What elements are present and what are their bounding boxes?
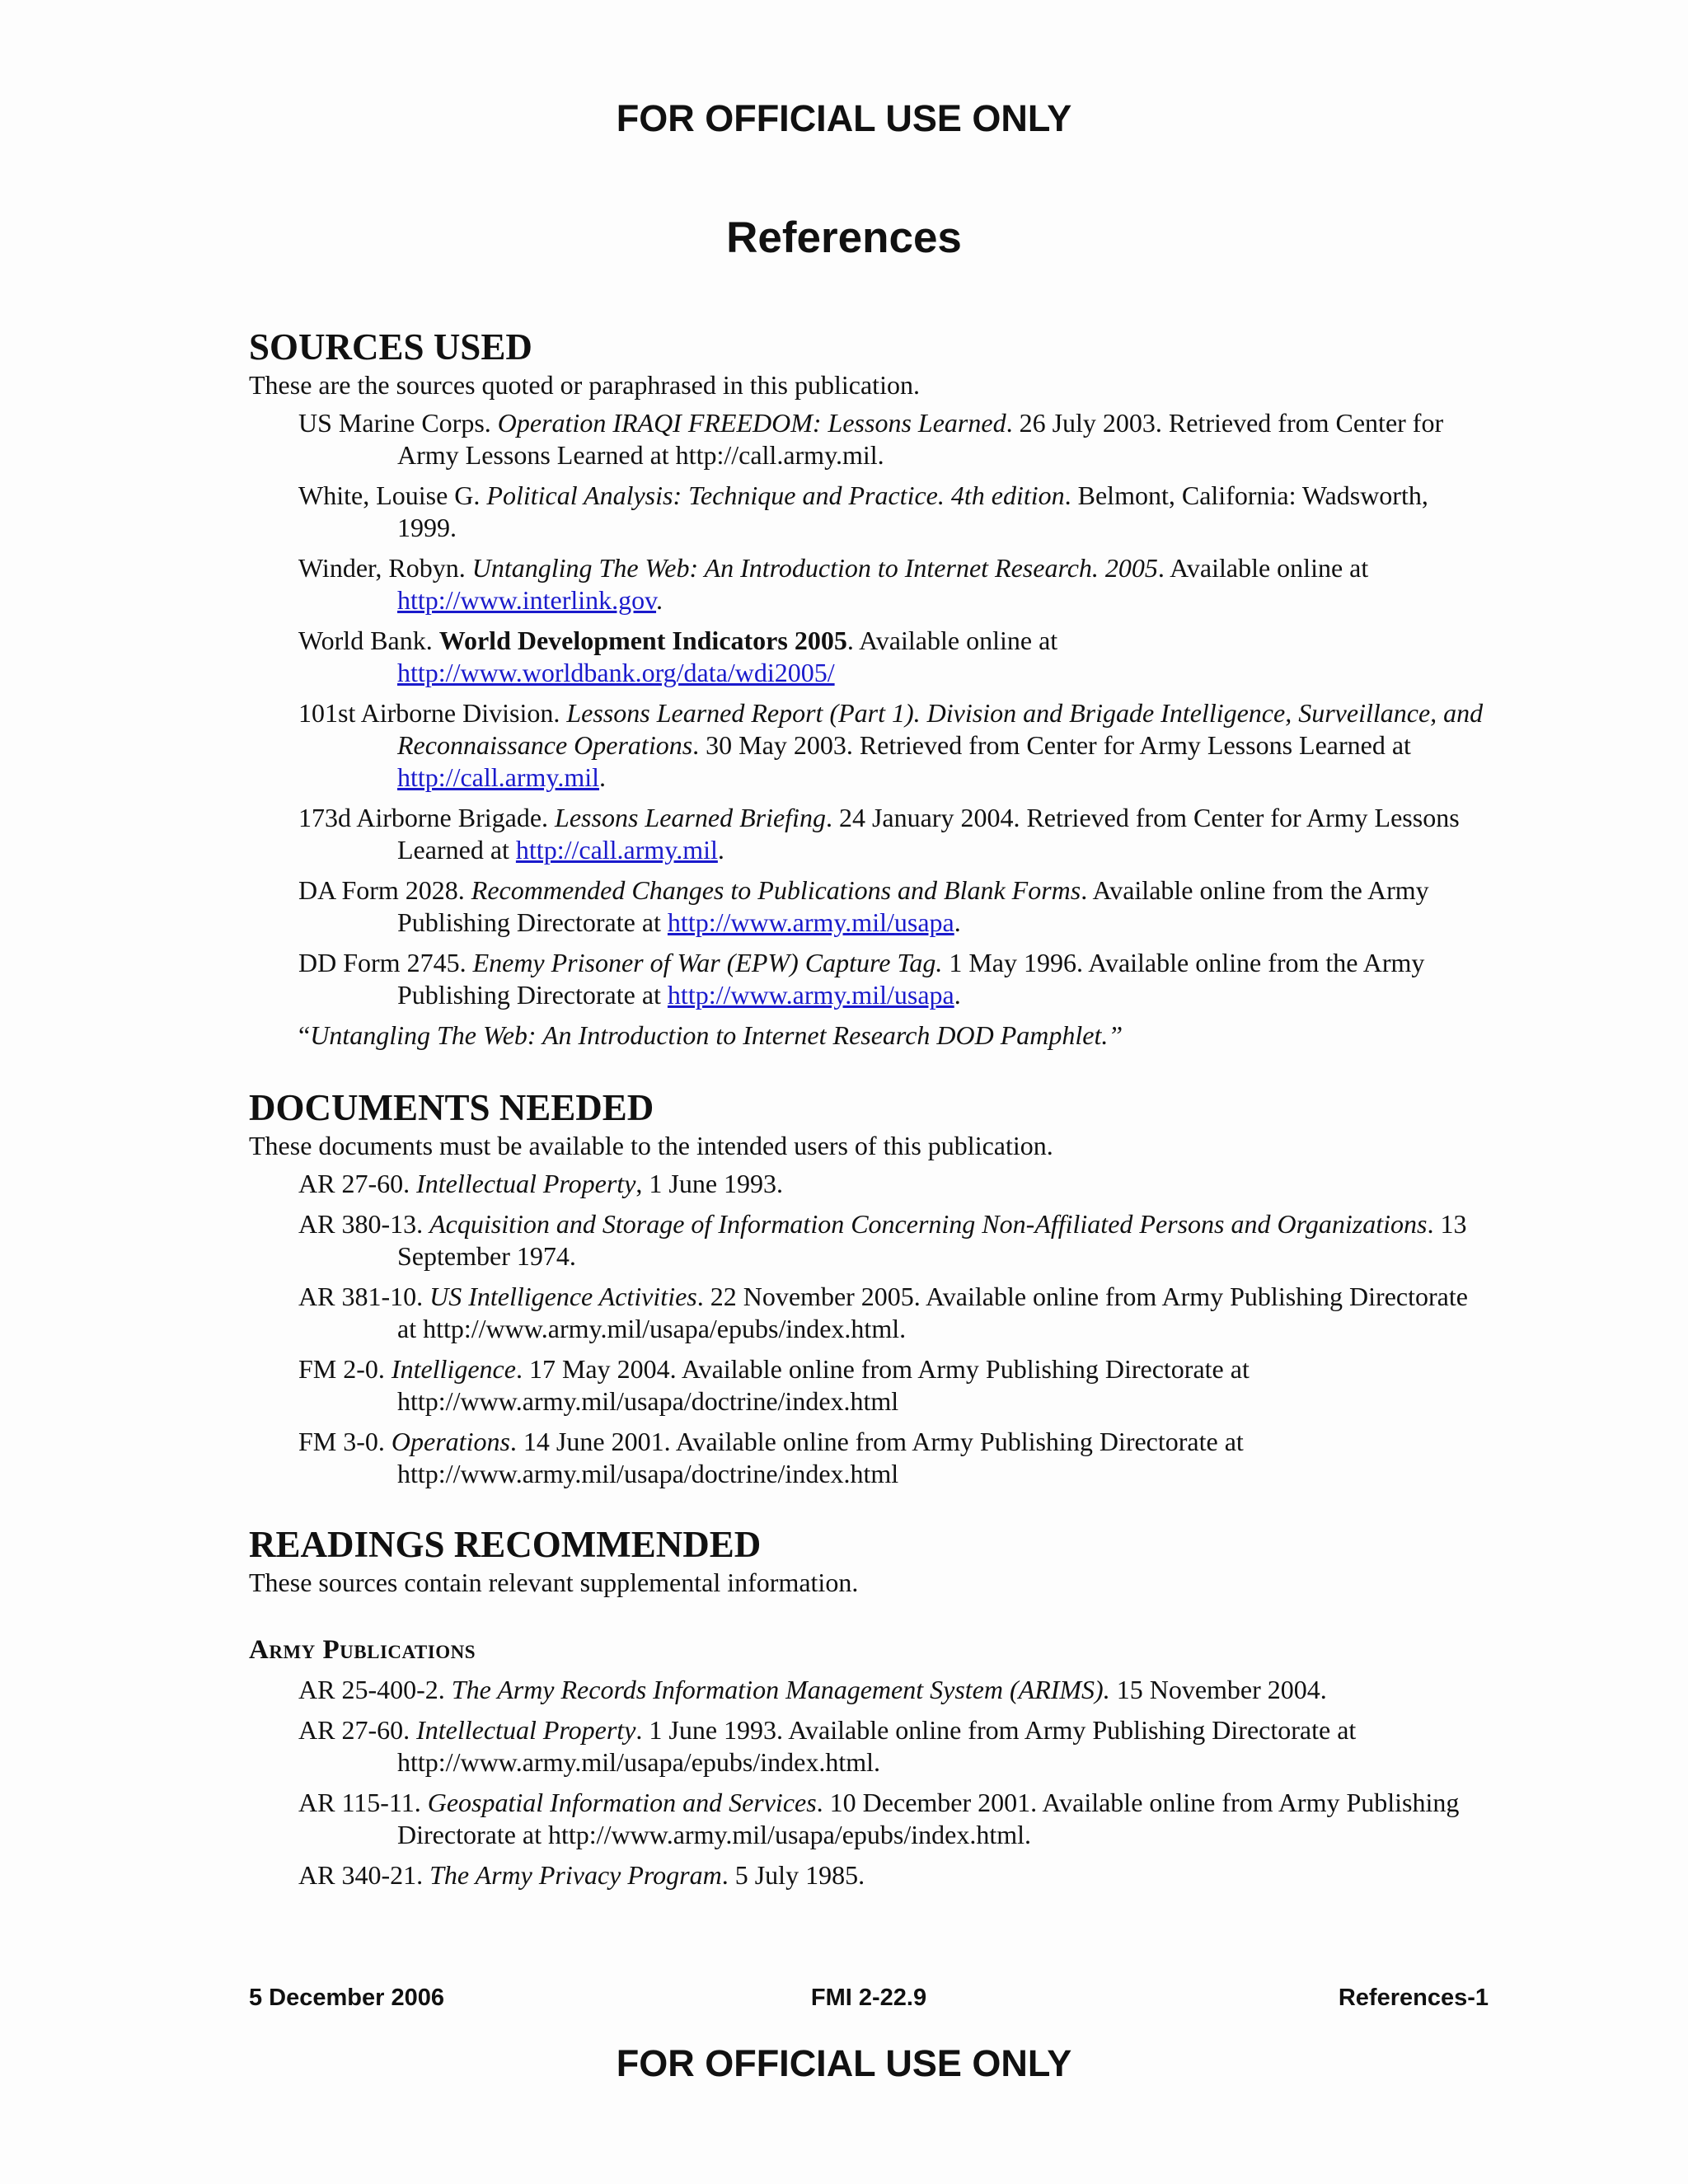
classification-banner-top: FOR OFFICIAL USE ONLY — [616, 97, 1072, 139]
reference-entry: AR 340-21. The Army Privacy Program. 5 July 1985. — [298, 1860, 865, 1890]
footer-publication: FMI 2-22.9 — [810, 1985, 927, 2011]
reference-entry: AR 380-13. Acquisition and Storage of Information Concerning Non-Affiliated Persons and Organizations. 13 September 1974. — [298, 1209, 1467, 1271]
section-heading-documents-needed: DOCUMENTS NEEDED — [249, 1087, 654, 1128]
page-title: References — [726, 213, 962, 262]
subsection-heading-army-publications: Army Publications — [249, 1635, 476, 1665]
reference-entry: AR 381-10. US Intelligence Activities. 22 November 2005. Available online from Army Publishing Directorate at http://www.army.mil/usapa/epubs/index.html. — [298, 1282, 1468, 1343]
reference-entry: DD Form 2745. Enemy Prisoner of War (EPW) Capture Tag. 1 May 1996. Available online from the Army Publishing Directorate at http://www.army.mil/usapa. — [298, 948, 1425, 1010]
reference-entry: 101st Airborne Division. Lessons Learned Report (Part 1). Division and Brigade Intelligence, Surveillance, and Reconnaissance Operations. 30 May 2003. Retrieved from Center for Army Lessons Learned at http://call.army.mil. — [298, 698, 1484, 792]
section-intro: These documents must be available to the intended users of this publication. — [249, 1131, 1053, 1160]
footer-page-number: References-1 — [1338, 1985, 1489, 2011]
footer-date: 5 December 2006 — [249, 1985, 444, 2011]
reference-entry: Winder, Robyn. Untangling The Web: An Introduction to Internet Research. 2005. Available online at http://www.interlink.gov. — [298, 553, 1369, 615]
reference-entry: World Bank. World Development Indicators 2005. Available online at http://www.worldbank.org/data/wdi2005/ — [298, 626, 1058, 687]
section-intro: These are the sources quoted or paraphrased in this publication. — [249, 370, 920, 400]
reference-entry: FM 3-0. Operations. 14 June 2001. Available online from Army Publishing Directorate at http://www.army.mil/usapa/doctrine/index.html — [298, 1427, 1244, 1488]
references-content — [249, 326, 1485, 1900]
reference-link[interactable]: http://call.army.mil — [397, 762, 599, 792]
reference-entry: “Untangling The Web: An Introduction to Internet Research DOD Pamphlet.” — [298, 1020, 1123, 1050]
page-footer — [249, 1985, 1489, 2018]
section-heading-sources-used: SOURCES USED — [249, 326, 532, 368]
reference-link[interactable]: http://www.interlink.gov — [397, 585, 657, 615]
reference-entry: AR 27-60. Intellectual Property. 1 June 1993. Available online from Army Publishing Directorate at http://www.army.mil/usapa/epubs/index.html. — [298, 1715, 1357, 1777]
reference-entry: FM 2-0. Intelligence. 17 May 2004. Available online from Army Publishing Directorate at http://www.army.mil/usapa/doctrine/index.html — [298, 1354, 1250, 1416]
reference-link[interactable]: http://call.army.mil — [515, 835, 718, 865]
reference-entry: AR 115-11. Geospatial Information and Services. 10 December 2001. Available online from Army Publishing Directorate at http://www.army.mil/usapa/epubs/index.html. — [298, 1788, 1460, 1849]
section-heading-readings-recommended: READINGS RECOMMENDED — [249, 1524, 762, 1565]
reference-entry: AR 27-60. Intellectual Property, 1 June 1993. — [298, 1169, 784, 1198]
reference-link[interactable]: http://www.army.mil/usapa — [667, 980, 954, 1010]
section-intro: These sources contain relevant supplemental information. — [249, 1568, 859, 1597]
reference-entry: AR 25-400-2. The Army Records Information Management System (ARIMS). 15 November 2004. — [298, 1675, 1327, 1704]
reference-entry: White, Louise G. Political Analysis: Technique and Practice. 4th edition. Belmont, California: Wadsworth, 1999. — [298, 480, 1428, 542]
reference-entry: 173d Airborne Brigade. Lessons Learned Briefing. 24 January 2004. Retrieved from Center for Army Lessons Learned at http://call.army.mil. — [298, 803, 1460, 865]
reference-link[interactable]: http://www.army.mil/usapa — [667, 907, 954, 937]
classification-banner-bottom: FOR OFFICIAL USE ONLY — [616, 2042, 1072, 2084]
reference-link[interactable]: http://www.worldbank.org/data/wdi2005/ — [397, 658, 835, 687]
reference-entry: US Marine Corps. Operation IRAQI FREEDOM: Lessons Learned. 26 July 2003. Retrieved from Center for Army Lessons Learned at http://call.army.mil. — [298, 408, 1444, 470]
reference-entry: DA Form 2028. Recommended Changes to Publications and Blank Forms. Available online from the Army Publishing Directorate at http://www.army.mil/usapa. — [298, 875, 1429, 937]
